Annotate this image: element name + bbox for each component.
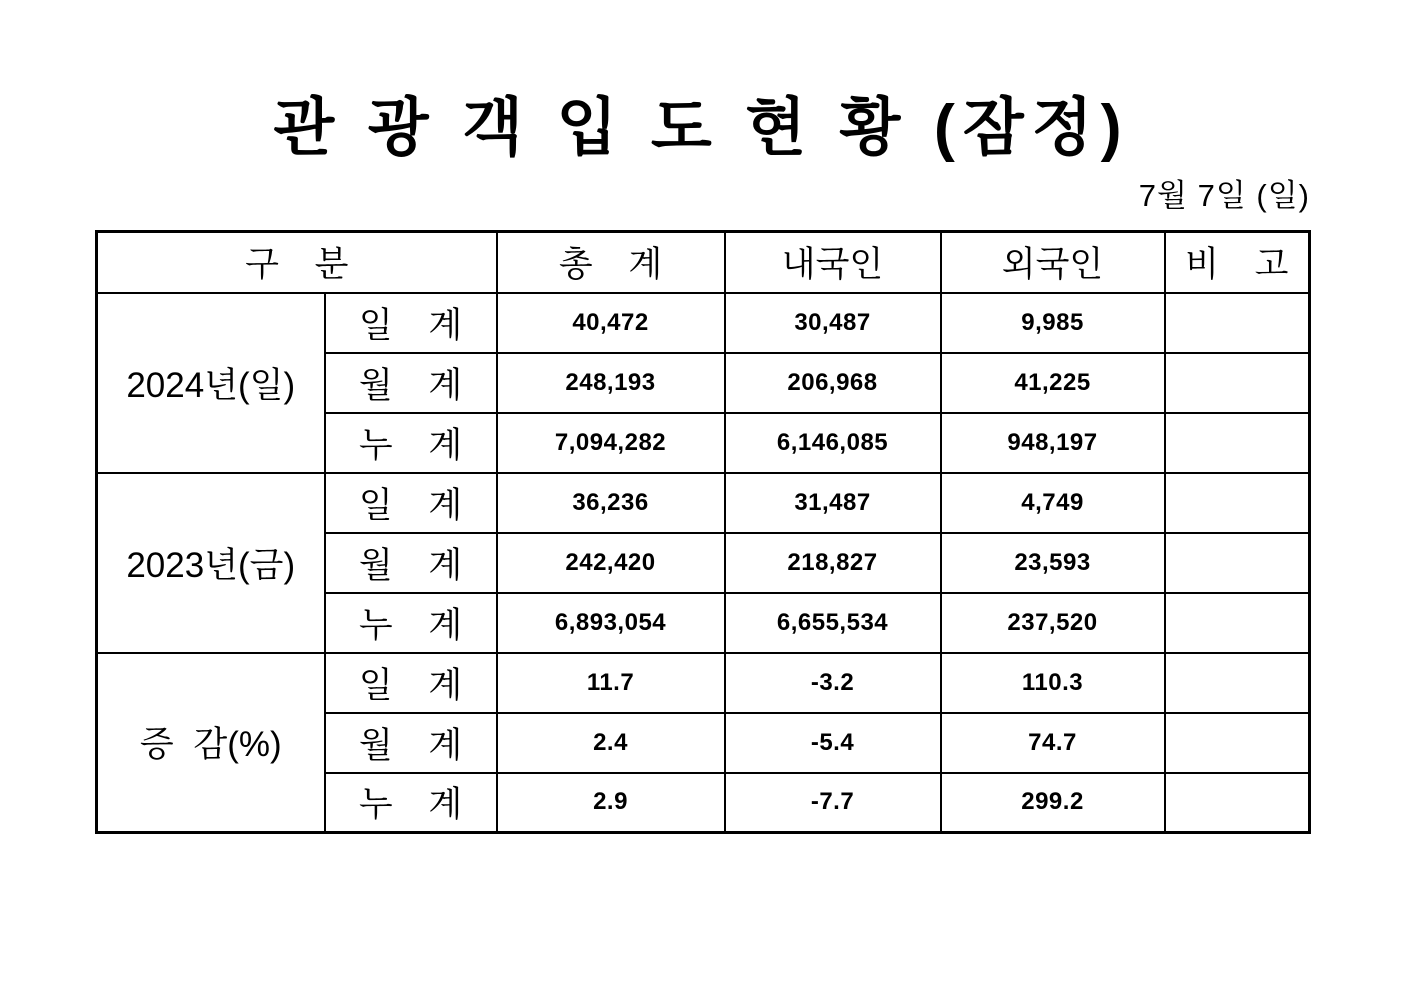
foreign-cell: 948,197	[941, 413, 1165, 473]
foreign-cell: 110.3	[941, 653, 1165, 713]
domestic-cell: 206,968	[725, 353, 941, 413]
group-label-cell: 2023년(금)	[97, 473, 325, 653]
domestic-cell: 6,146,085	[725, 413, 941, 473]
sub-label-cell: 누 계	[325, 773, 497, 833]
sub-label-cell: 월 계	[325, 353, 497, 413]
domestic-cell: 6,655,534	[725, 593, 941, 653]
note-cell	[1165, 533, 1310, 593]
domestic-cell: -7.7	[725, 773, 941, 833]
sub-label-cell: 일 계	[325, 293, 497, 353]
page-title: 관 광 객 입 도 현 황 (잠정)	[273, 93, 1130, 163]
foreign-cell: 41,225	[941, 353, 1165, 413]
note-cell	[1165, 413, 1310, 473]
note-cell	[1165, 593, 1310, 653]
total-cell: 40,472	[497, 293, 725, 353]
sub-label-cell: 일 계	[325, 653, 497, 713]
domestic-cell: -5.4	[725, 713, 941, 773]
table-row	[97, 293, 1310, 353]
header-total: 총 계	[497, 232, 725, 293]
sub-label-cell: 일 계	[325, 473, 497, 533]
total-cell: 36,236	[497, 473, 725, 533]
domestic-cell: 30,487	[725, 293, 941, 353]
foreign-cell: 74.7	[941, 713, 1165, 773]
group-label-cell: 2024년(일)	[97, 293, 325, 473]
sub-label-cell: 월 계	[325, 713, 497, 773]
foreign-cell: 4,749	[941, 473, 1165, 533]
tourist-arrival-table	[95, 230, 1311, 834]
report-date: 7월 7일 (일)	[1138, 178, 1310, 213]
note-cell	[1165, 353, 1310, 413]
note-cell	[1165, 713, 1310, 773]
sub-label-cell: 월 계	[325, 533, 497, 593]
header-foreign: 외국인	[941, 232, 1165, 293]
total-cell: 2.9	[497, 773, 725, 833]
domestic-cell: 31,487	[725, 473, 941, 533]
note-cell	[1165, 293, 1310, 353]
header-domestic: 내국인	[725, 232, 941, 293]
total-cell: 7,094,282	[497, 413, 725, 473]
sub-label-cell: 누 계	[325, 593, 497, 653]
table-row	[97, 653, 1310, 713]
note-cell	[1165, 773, 1310, 833]
table-header-row	[97, 232, 1310, 293]
sub-label-cell: 누 계	[325, 413, 497, 473]
note-cell	[1165, 653, 1310, 713]
total-cell: 248,193	[497, 353, 725, 413]
group-label-cell: 증 감(%)	[97, 653, 325, 833]
total-cell: 242,420	[497, 533, 725, 593]
note-cell	[1165, 473, 1310, 533]
table-row	[97, 473, 1310, 533]
foreign-cell: 23,593	[941, 533, 1165, 593]
domestic-cell: -3.2	[725, 653, 941, 713]
header-note: 비 고	[1165, 232, 1310, 293]
header-category: 구 분	[97, 232, 497, 293]
foreign-cell: 9,985	[941, 293, 1165, 353]
foreign-cell: 237,520	[941, 593, 1165, 653]
domestic-cell: 218,827	[725, 533, 941, 593]
total-cell: 11.7	[497, 653, 725, 713]
total-cell: 6,893,054	[497, 593, 725, 653]
total-cell: 2.4	[497, 713, 725, 773]
foreign-cell: 299.2	[941, 773, 1165, 833]
